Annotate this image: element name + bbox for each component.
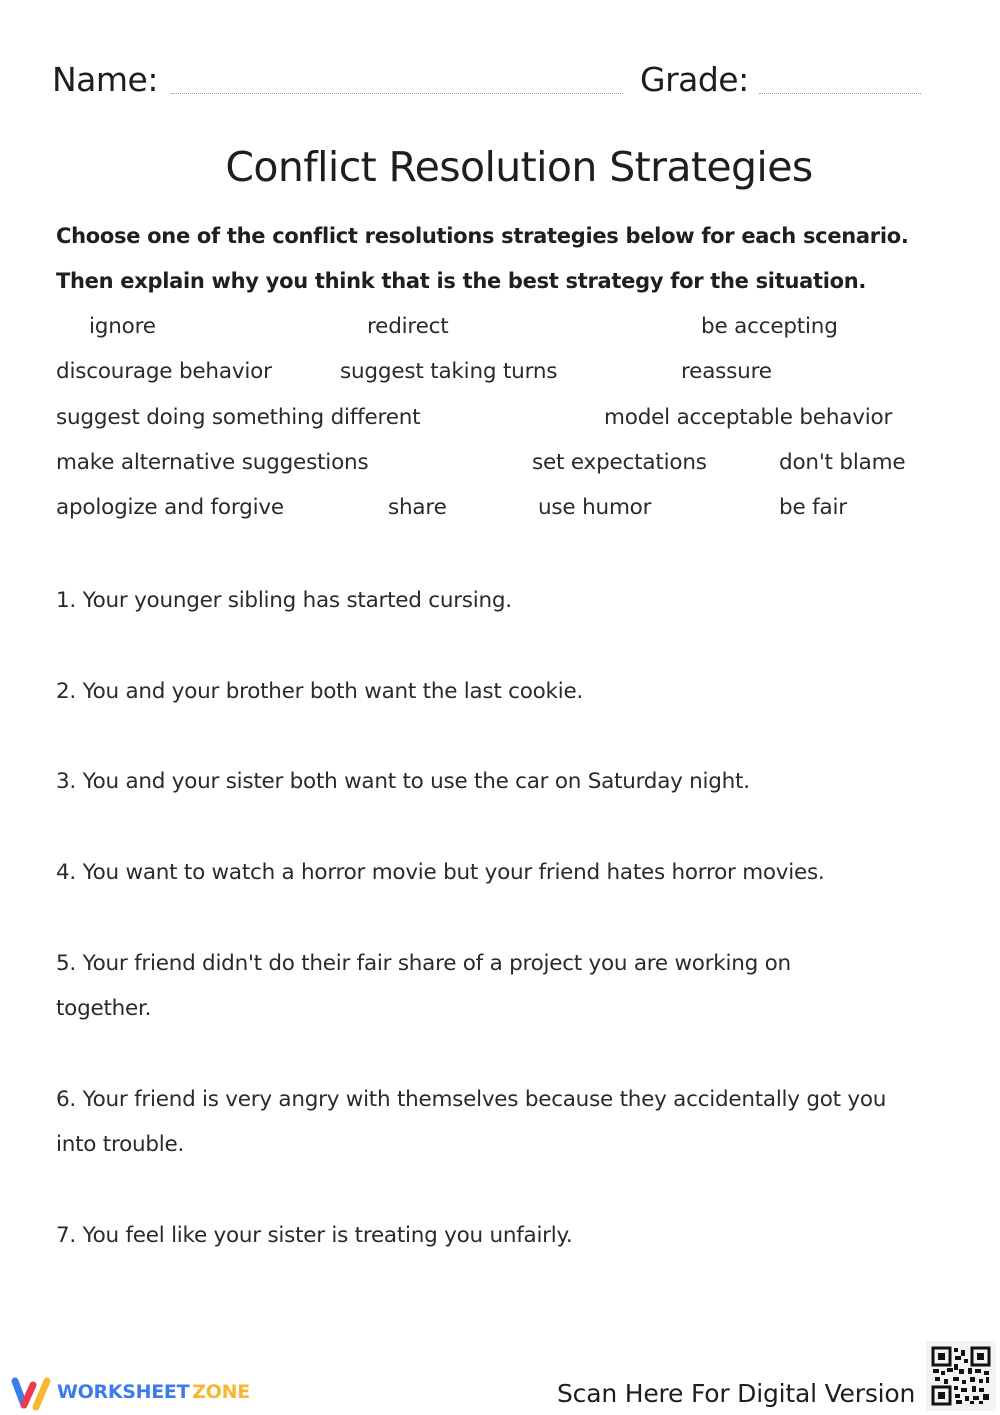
word-bank-item: ignore (89, 314, 156, 339)
word-bank-item: be fair (779, 495, 847, 520)
word-bank-item: make alternative suggestions (56, 450, 369, 475)
word-bank-item: use humor (538, 495, 652, 520)
page-title: Conflict Resolution Strategies (225, 143, 813, 191)
scan-caption: Scan Here For Digital Version (557, 1379, 916, 1408)
name-field[interactable] (171, 93, 623, 94)
word-bank-item: reassure (681, 359, 772, 384)
worksheetzone-logo-icon (10, 1375, 52, 1411)
word-bank-item: suggest taking turns (340, 359, 558, 384)
logo-text-part-2: ZONE (192, 1381, 250, 1403)
question-item: 5. Your friend didn't do their fair share of a project you are working on together. (56, 951, 791, 1021)
question-item: 4. You want to watch a horror movie but your friend hates horror movies. (56, 860, 825, 885)
word-bank-item: share (388, 495, 447, 520)
word-bank-item: set expectations (532, 450, 707, 475)
name-label: Name: (52, 60, 158, 99)
qr-code-icon[interactable] (926, 1341, 996, 1411)
word-bank-item: redirect (367, 314, 449, 339)
instruction-line-1: Choose one of the conflict resolutions strategies below for each scenario. (56, 224, 909, 248)
logo-text-part-1: WORKSHEET (57, 1381, 190, 1403)
worksheetzone-logo-text (57, 1381, 250, 1403)
word-bank-item: model acceptable behavior (604, 405, 893, 430)
word-bank-item: suggest doing something different (56, 405, 421, 430)
question-item: 3. You and your sister both want to use the car on Saturday night. (56, 769, 750, 794)
question-item: 7. You feel like your sister is treating you unfairly. (56, 1223, 573, 1248)
word-bank-item: don't blame (779, 450, 906, 475)
question-item: 2. You and your brother both want the last cookie. (56, 679, 584, 704)
word-bank-item: discourage behavior (56, 359, 272, 384)
word-bank-item: apologize and forgive (56, 495, 284, 520)
grade-label: Grade: (640, 60, 749, 99)
instruction-line-2: Then explain why you think that is the best strategy for the situation. (56, 269, 867, 293)
question-item: 6. Your friend is very angry with themselves because they accidentally got you into trouble. (56, 1087, 887, 1157)
question-item: 1. Your younger sibling has started cursing. (56, 588, 512, 613)
grade-field[interactable] (759, 93, 921, 94)
word-bank-item: be accepting (701, 314, 838, 339)
